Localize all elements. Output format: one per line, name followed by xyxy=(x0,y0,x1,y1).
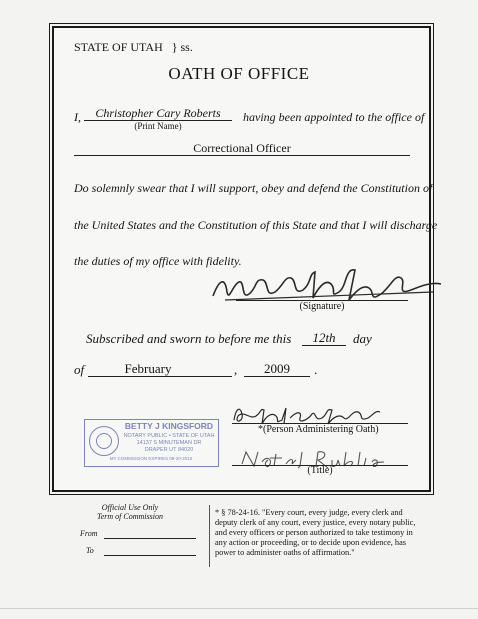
subscribed-text: Subscribed and sworn to before me this xyxy=(86,331,292,346)
state-heading xyxy=(74,40,193,55)
stamp-line-1: NOTARY PUBLIC • STATE OF UTAH xyxy=(123,433,215,439)
from-field[interactable] xyxy=(104,538,196,539)
title-caption: (Title) xyxy=(307,465,333,476)
day-label: day xyxy=(353,331,372,346)
date-period: . xyxy=(314,362,318,377)
notary-stamp xyxy=(84,419,219,467)
stamp-name: BETTY J KINGSFORD xyxy=(124,421,214,431)
day-value: 12th xyxy=(312,330,336,345)
oath-line-3: the duties of my office with fidelity. xyxy=(74,254,242,268)
to-label: To xyxy=(86,546,94,555)
state-seal-icon xyxy=(89,426,119,456)
ss-label: } ss. xyxy=(171,40,193,54)
print-name-caption: (Print Name) xyxy=(134,121,182,131)
statute-note: * § 78-24-16. "Every court, every judge, every clerk and deputy clerk of any court, every justice, every notary public, and every officers or person authorized to take testimony in any action or proceeding, or to decide upon evidence, has power to administer oaths of affirmation." xyxy=(215,508,416,557)
date-comma: , xyxy=(234,362,238,377)
page-edge xyxy=(0,608,478,609)
document-title: OATH OF OFFICE xyxy=(168,64,310,83)
stamp-line-3: DRAPER UT 84020 xyxy=(144,447,194,453)
stamp-line-2: 14137 S MINUTEMAN DR xyxy=(136,440,202,446)
oath-line-2: the United States and the Constitution of this State and that I will discharge xyxy=(74,218,438,232)
official-use-heading: Official Use Only xyxy=(101,503,159,512)
of-label: of xyxy=(74,362,85,377)
office-value: Correctional Officer xyxy=(193,141,291,155)
state-label: STATE OF UTAH xyxy=(74,40,163,54)
administrator-caption: *(Person Administering Oath) xyxy=(258,424,379,435)
signature-caption: (Signature) xyxy=(299,301,345,312)
print-name-value: Christopher Cary Roberts xyxy=(95,106,221,120)
from-label: From xyxy=(80,529,98,538)
footer-divider xyxy=(209,505,210,567)
appointment-suffix: having been appointed to the office of xyxy=(243,110,425,124)
year-value: 2009 xyxy=(264,361,290,376)
term-heading: Term of Commission xyxy=(97,512,163,521)
oath-line-1: Do solemnly swear that I will support, obey and defend the Constitution of xyxy=(74,181,433,195)
month-value: February xyxy=(124,361,172,376)
stamp-line-4: MY COMMISSION EXPIRES 09-20-2010 xyxy=(109,456,193,461)
i-prefix: I, xyxy=(74,110,81,124)
to-field[interactable] xyxy=(104,555,196,556)
